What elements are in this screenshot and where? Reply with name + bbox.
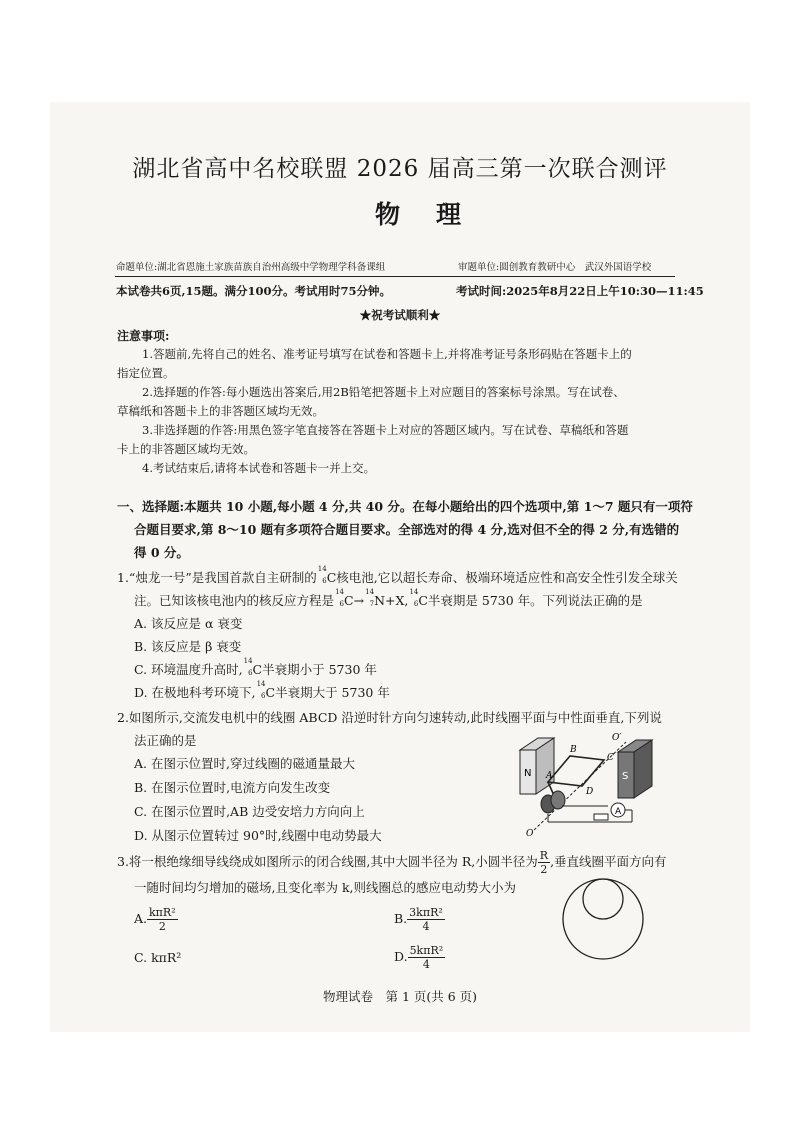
fraction-r-over-2: $\frac{R}{2}$: [539, 849, 549, 876]
q1-text: C半衰期大于 5730 年: [265, 685, 390, 700]
point-d-label: D: [586, 787, 594, 797]
option-d-fraction: $\frac{\text{5kπR²}}{4}$: [409, 944, 444, 971]
q1-text: 注。已知该核电池内的核反应方程是: [134, 593, 335, 608]
q1-option-c: [134, 657, 377, 678]
exam-title: 湖北省高中名校联盟 2026 届高三第一次联合测评: [132, 156, 668, 182]
generator-diagram: [508, 730, 668, 838]
section-heading: 合题目要求,第 8～10 题有多项符合题目要求。全部选对的得 4 分,选对但不全的得 2 分,有选错的: [134, 522, 680, 537]
isotope-c14: 14 6: [409, 588, 419, 608]
page-footer: 物理试卷 第 1 页(共 6 页): [322, 989, 478, 1004]
question-3-line2: 一随时间均匀增加的磁场,且变化率为 k,则线圈总的感应电动势大小为: [134, 880, 516, 895]
q1-option-a: A. 该反应是 α 衰变: [134, 616, 243, 631]
q2-option-c: C. 在图示位置时,AB 边受安培力方向向上: [134, 804, 365, 819]
q1-text: C→: [344, 593, 365, 608]
q1-option-d: [134, 680, 390, 701]
q3-option-b: [394, 906, 445, 933]
option-a-fraction: $\frac{\text{kπR²}}{2}$: [149, 906, 176, 933]
section-heading: 一、选择题:本题共 10 小题,每小题 4 分,共 40 分。在每小题给出的四个选项中,第 1～7 题只有一项符: [117, 499, 693, 514]
question-3: [117, 849, 667, 876]
axis-top-label: O′: [612, 733, 622, 743]
exam-time: 考试时间:2025年8月22日上午10:30—11:45: [456, 284, 704, 298]
paper-info: 本试卷共6页,15题。满分100分。考试用时75分钟。: [116, 284, 392, 298]
magnet-s-label: S: [622, 771, 629, 782]
ammeter-label: A: [615, 807, 622, 817]
point-b-label: B: [570, 745, 577, 755]
q3-text: 3.将一根绝缘细导线绕成如图所示的闭合线圈,其中大圆半径为 R,小圆半径为: [117, 854, 538, 869]
option-label: D.: [394, 949, 408, 964]
point-c-label: C: [607, 753, 614, 763]
proposer-text: 命题单位:湖北省恩施土家族苗族自治州高级中学物理学科备课组: [116, 262, 386, 273]
note-line: 4.考试结束后,请将本试卷和答题卡一并上交。: [142, 461, 376, 475]
isotope-c14: 14 6: [317, 565, 327, 585]
section-heading: 得 0 分。: [134, 545, 189, 560]
q1-text: C半衰期小于 5730 年: [252, 662, 377, 677]
isotope-n14: 14 7: [365, 588, 375, 608]
q3-text: ,垂直线圈平面方向有: [550, 854, 667, 869]
isotope-c14: 14 6: [335, 588, 345, 608]
point-a-label: A: [546, 771, 553, 781]
question-2-line2: 法正确的是: [134, 733, 197, 748]
q2-option-b: B. 在图示位置时,电流方向发生改变: [134, 780, 331, 795]
q1-option-b: B. 该反应是 β 衰变: [134, 639, 242, 654]
note-line: 草稿纸和答题卡上的非答题区域均无效。: [117, 404, 324, 418]
magnet-n-label: N: [524, 768, 532, 779]
note-line: 指定位置。: [117, 366, 175, 380]
question-1: [117, 565, 678, 586]
q1-text: N+X,: [374, 593, 409, 608]
note-line: 2.选择题的作答:每小题选出答案后,用2B铅笔把答题卡上对应题目的答案标号涂黑。写在试卷、: [142, 385, 625, 399]
notes-heading: 注意事项:: [117, 329, 170, 343]
note-line: 1.答题前,先将自己的姓名、准考证号填写在试卷和答题卡上,并将准考证号条形码贴在答题卡上的: [142, 347, 632, 361]
question-2: 2.如图所示,交流发电机中的线圈 ABCD 沿逆时针方向匀速转动,此时线圈平面与中性面垂直,下列说: [117, 710, 662, 725]
option-label: A.: [134, 911, 148, 926]
coil-diagram: [558, 874, 648, 964]
option-label: B.: [394, 911, 408, 926]
isotope-c14: 14 6: [256, 680, 266, 700]
q1-text: C. 环境温度升高时,: [134, 662, 243, 677]
q1-text: D. 在极地科考环境下,: [134, 685, 256, 700]
note-line: 卡上的非答题区域均无效。: [117, 442, 255, 456]
q1-text: C核电池,它以超长寿命、极端环境适应性和高安全性引发全球关: [326, 570, 678, 585]
q1-text: C半衰期是 5730 年。下列说法正确的是: [418, 593, 643, 608]
q3-option-a: [134, 906, 178, 933]
question-1-line2: [134, 588, 643, 609]
header-rule: [115, 276, 675, 277]
axis-bottom-label: O: [526, 829, 534, 838]
q2-option-d: D. 从图示位置转过 90°时,线圈中电动势最大: [134, 828, 382, 843]
isotope-c14: 14 6: [243, 657, 253, 677]
q2-option-a: A. 在图示位置时,穿过线圈的磁通量最大: [134, 756, 355, 771]
q3-option-c: C. kπR²: [134, 950, 182, 965]
note-line: 3.非选择题的作答:用黑色签字笔直接答在答题卡上对应的答题区域内。写在试卷、草稿纸和答题: [142, 423, 629, 437]
subject-title: 物理: [374, 200, 497, 229]
q1-text: 1.“烛龙一号”是我国首款自主研制的: [117, 570, 317, 585]
reviewer-text: 审题单位:圆创教育教研中心 武汉外国语学校: [458, 262, 652, 273]
option-b-fraction: $\frac{\text{3kπR²}}{4}$: [409, 906, 443, 933]
blessing: ★祝考试顺利★: [359, 308, 441, 322]
q3-option-d: [394, 944, 445, 971]
